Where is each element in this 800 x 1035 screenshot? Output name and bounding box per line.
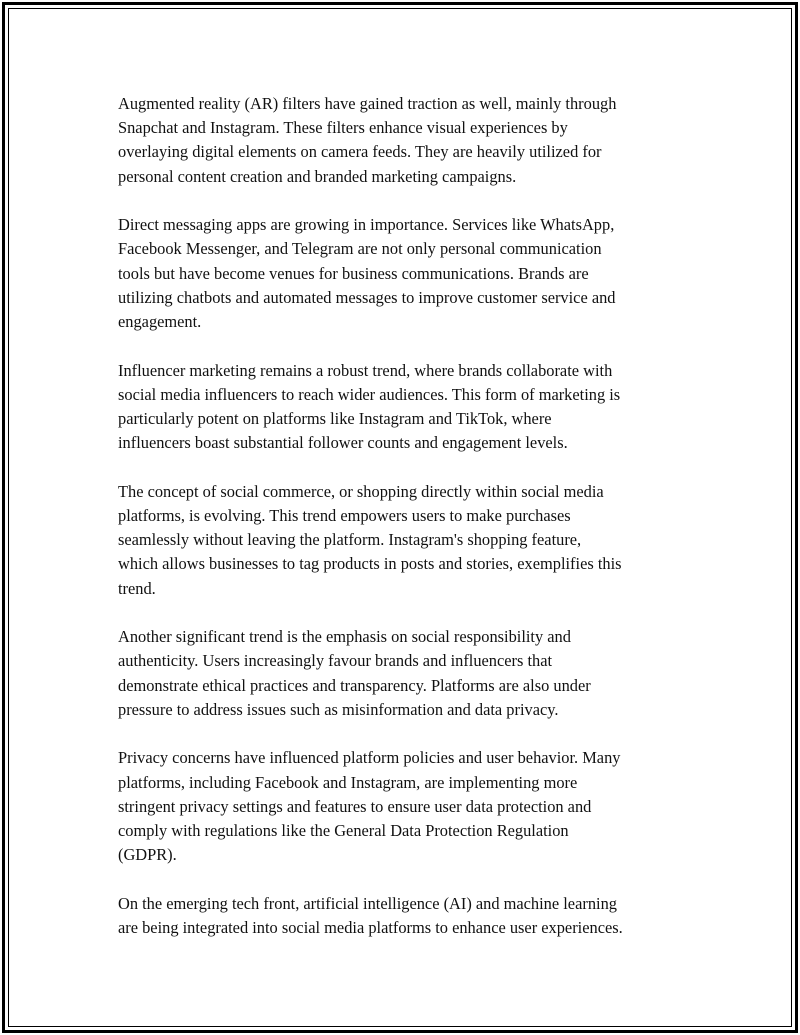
text-line: which allows businesses to tag products in posts and stories, exemplifies this [118, 554, 622, 574]
text-line: On the emerging tech front, artificial intelligence (AI) and machine learning [118, 893, 617, 913]
paragraph-social-responsibility [118, 625, 688, 722]
text-line: seamlessly without leaving the platform. Instagram's shopping feature, [118, 530, 582, 550]
paragraph-social-commerce [118, 480, 688, 601]
text-line: Privacy concerns have influenced platform policies and user behavior. Many [118, 748, 621, 768]
text-line: platforms, including Facebook and Instagram, are implementing more [118, 772, 578, 792]
text-line: personal content creation and branded marketing campaigns. [118, 166, 517, 186]
text-line: influencers boast substantial follower counts and engagement levels. [118, 433, 568, 453]
text-line: (GDPR). [118, 845, 177, 865]
text-line: comply with regulations like the General Data Protection Regulation [118, 821, 569, 841]
text-line: social media influencers to reach wider audiences. This form of marketing is [118, 384, 621, 404]
text-line: trend. [118, 578, 156, 598]
text-line: particularly potent on platforms like Instagram and TikTok, where [118, 409, 552, 429]
text-line: engagement. [118, 312, 202, 332]
paragraph-ar-filters [118, 92, 688, 189]
text-line: overlaying digital elements on camera feeds. They are heavily utilized for [118, 142, 602, 162]
document-body [118, 92, 688, 965]
text-line: Another significant trend is the emphasis on social responsibility and [118, 627, 571, 647]
text-line: demonstrate ethical practices and transparency. Platforms are also under [118, 675, 591, 695]
text-line: Direct messaging apps are growing in importance. Services like WhatsApp, [118, 215, 615, 235]
text-line: stringent privacy settings and features to ensure user data protection and [118, 796, 592, 816]
text-line: pressure to address issues such as misinformation and data privacy. [118, 699, 559, 719]
text-line: are being integrated into social media platforms to enhance user experiences. [118, 918, 623, 938]
text-line: authenticity. Users increasingly favour brands and influencers that [118, 651, 553, 671]
text-line: The concept of social commerce, or shopping directly within social media [118, 481, 604, 501]
text-line: utilizing chatbots and automated messages to improve customer service and [118, 287, 616, 307]
paragraph-privacy-concerns [118, 746, 688, 867]
text-line: platforms, is evolving. This trend empowers users to make purchases [118, 506, 571, 526]
text-line: tools but have become venues for business communications. Brands are [118, 263, 589, 283]
text-line: Facebook Messenger, and Telegram are not only personal communication [118, 239, 602, 259]
text-line: Influencer marketing remains a robust trend, where brands collaborate with [118, 360, 613, 380]
text-line: Augmented reality (AR) filters have gained traction as well, mainly through [118, 94, 617, 113]
paragraph-emerging-tech [118, 892, 688, 940]
text-line: Snapchat and Instagram. These filters enhance visual experiences by [118, 118, 568, 138]
paragraph-direct-messaging [118, 213, 688, 334]
paragraph-influencer-marketing [118, 359, 688, 456]
